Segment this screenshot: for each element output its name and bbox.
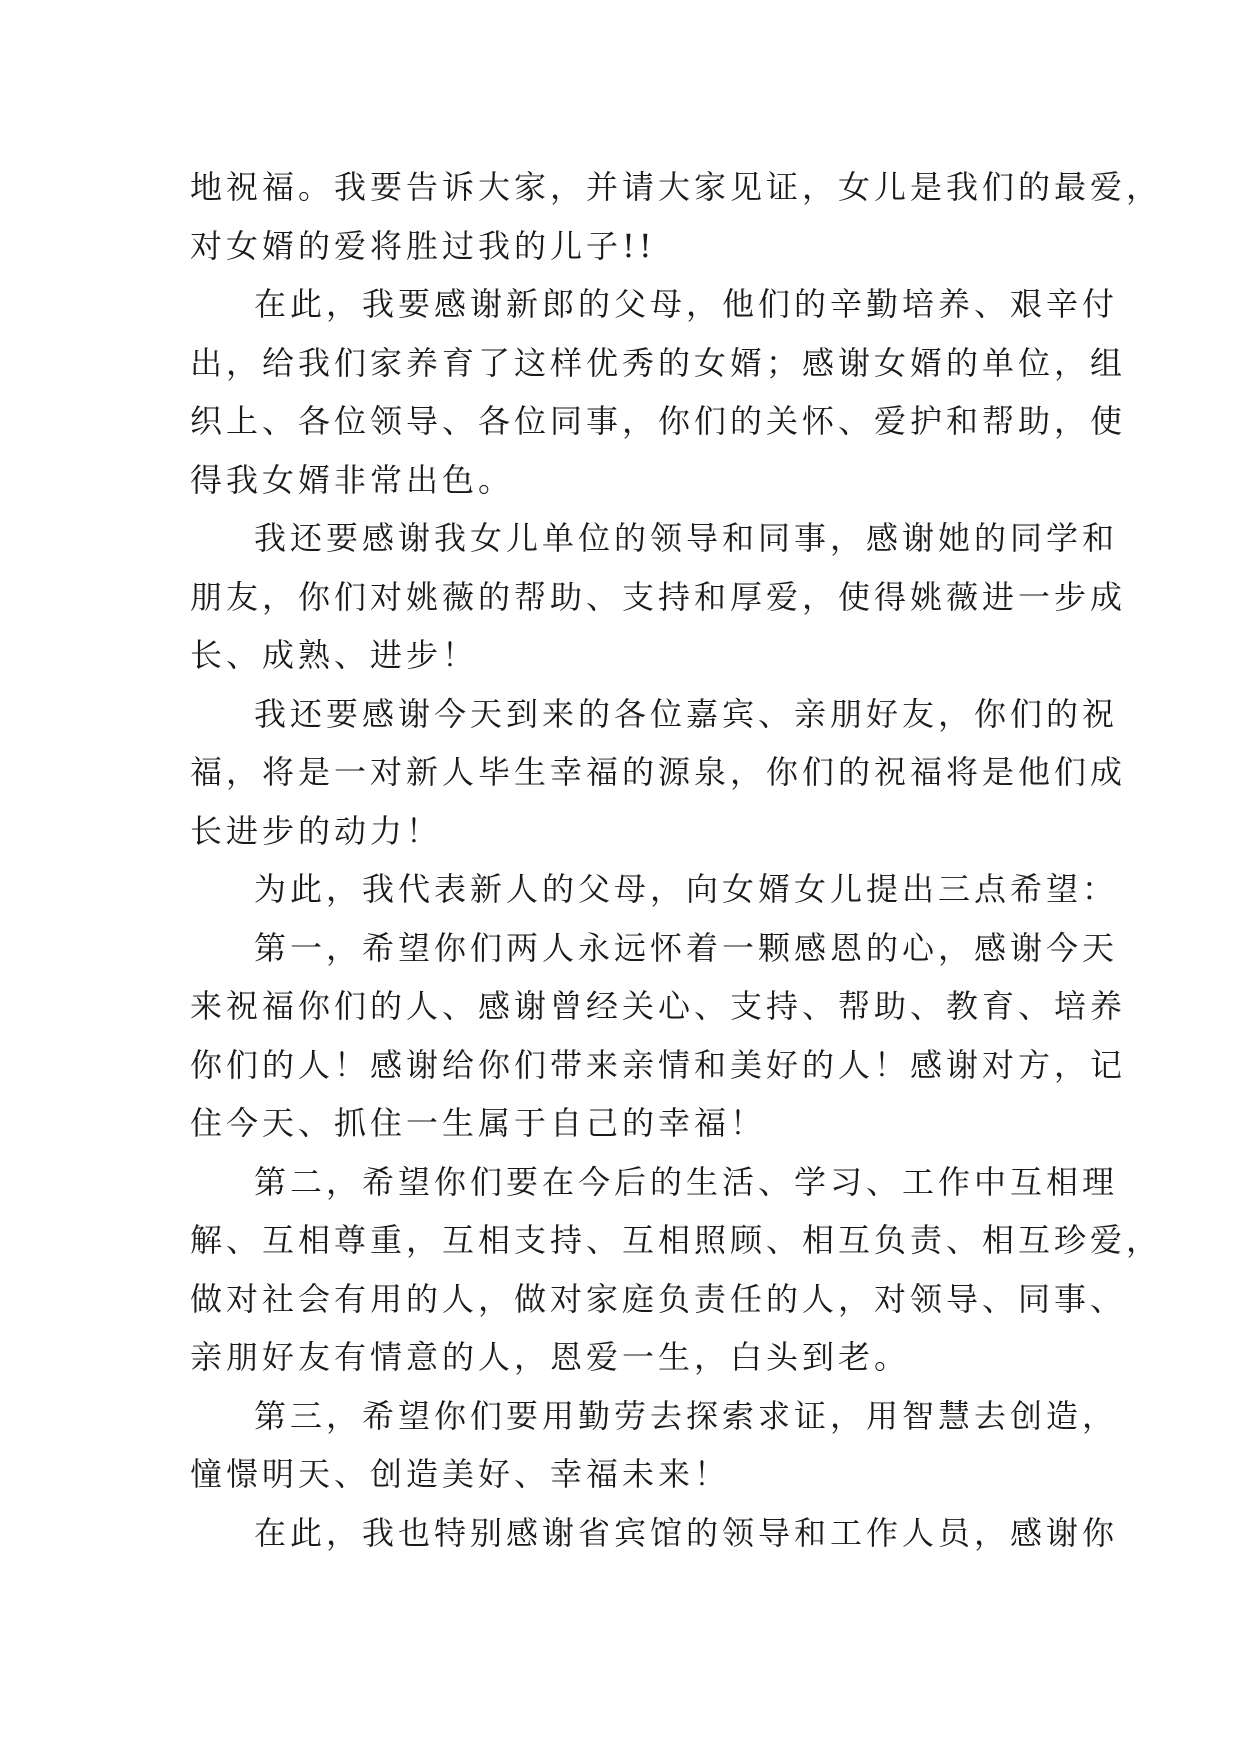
text-line: 为此，我代表新人的父母，向女婿女儿提出三点希望： [254,870,1119,908]
text-line: 我还要感谢我女儿单位的领导和同事，感谢她的同学和 [254,519,1119,557]
text-line: 来祝福你们的人、感谢曾经关心、支持、帮助、教育、培养 [190,987,1127,1025]
document-body [190,158,1163,1562]
text-line: 朋友，你们对姚薇的帮助、支持和厚爱，使得姚薇进一步成 [190,577,1127,616]
text-line: 织上、各位领导、各位同事，你们的关怀、爱护和帮助，使 [190,402,1127,440]
text-line: 得我女婿非常出色。 [190,460,515,499]
text-line: 出，给我们家养育了这样优秀的女婿；感谢女婿的单位，组 [190,343,1127,382]
text-line: 长、成熟、进步！ [190,636,479,674]
text-line: 第三，希望你们要用勤劳去探索求证，用智慧去创造， [254,1396,1119,1435]
text-line: 住今天、抓住一生属于自己的幸福！ [190,1104,767,1142]
text-line: 福，将是一对新人毕生幸福的源泉，你们的祝福将是他们成 [190,753,1127,791]
text-line: 憧憬明天、创造美好、幸福未来！ [190,1455,731,1493]
text-line: 在此，我要感谢新郎的父母，他们的辛勤培养、艰辛付 [254,285,1119,323]
text-line: 你们的人！感谢给你们带来亲情和美好的人！感谢对方，记 [190,1045,1127,1084]
text-line: 亲朋好友有情意的人，恩爱一生，白头到老。 [190,1338,911,1376]
text-line: 第二，希望你们要在今后的生活、学习、工作中互相理 [254,1162,1119,1201]
text-line: 在此，我也特别感谢省宾馆的领导和工作人员，感谢你 [254,1513,1119,1552]
text-line: 第一，希望你们两人永远怀着一颗感恩的心，感谢今天 [254,928,1119,967]
text-line: 我还要感谢今天到来的各位嘉宾、亲朋好友，你们的祝 [254,694,1119,733]
text-line: 做对社会有用的人，做对家庭负责任的人，对领导、同事、 [190,1279,1127,1318]
text-line: 解、互相尊重，互相支持、互相照顾、相互负责、相互珍爱， [190,1221,1163,1259]
text-line: 对女婿的爱将胜过我的儿子!! [190,226,656,265]
text-line: 地祝福。我要告诉大家，并请大家见证，女儿是我们的最爱， [190,168,1163,206]
text-line: 长进步的动力！ [190,811,443,850]
